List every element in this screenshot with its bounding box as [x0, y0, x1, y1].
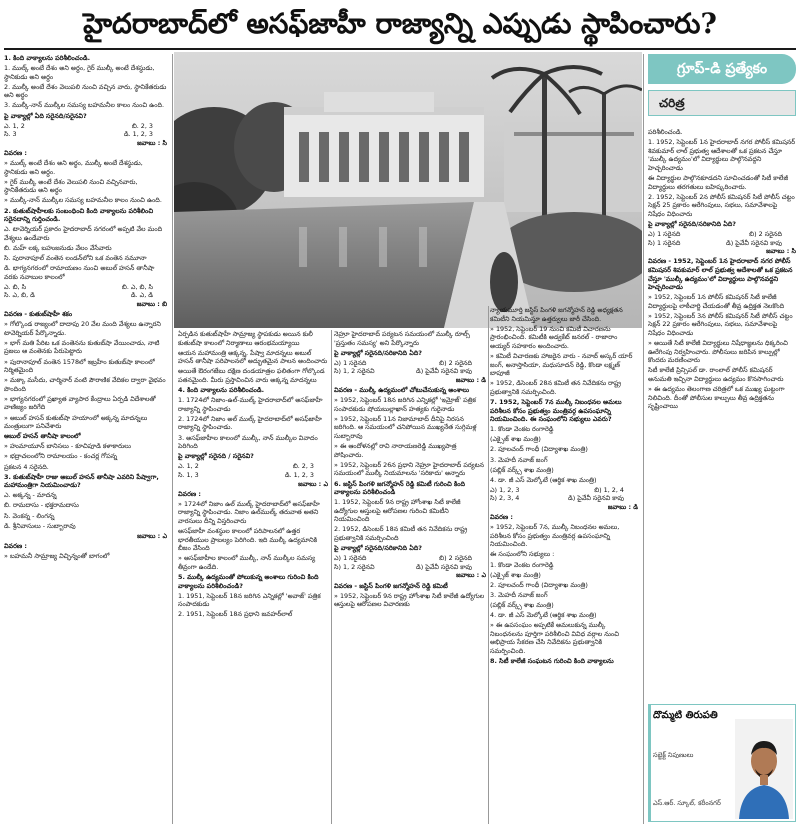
body-text: (ఎక్సైజ్ శాఖ మంత్రి) [490, 435, 541, 444]
answer-options [648, 230, 796, 239]
option-a: సి) 1, 2 సరైనవి [334, 562, 375, 571]
answer-options [334, 563, 486, 572]
body-text: డి. భాగ్యనగరంలో రామాయణం నుంచి అబుల్ హసన్ తానీషా వరకు నవాబుల కాలంలో [4, 264, 155, 281]
answer-options [648, 239, 796, 248]
question-text: 4. కింది వాక్యాలను పరిశీలించండి. [178, 386, 265, 395]
body-text: » అయితే సిటీ కాలేజీ విద్యార్థులు నిషేధాజ్ఞలను ధిక్కరించి ఊరేగింపు నిర్వహించారు. పోలీసులు జరిపిన కాల్పుల్లో కొందరు మరణించారు [648, 339, 788, 365]
question-text: 3. కుతుబ్‌షాహీ రాజు అబుల్ హసన్ తానీషా ఎవరిని పేష్వాగా, మహామంత్రిగా నియమించాడు? [4, 472, 159, 490]
option-b: డి) పైవేవీ సరైనవి కావు [726, 238, 782, 247]
article-column-1 [4, 54, 167, 824]
answer-options [4, 291, 167, 300]
article-column-3 [334, 330, 486, 824]
body-text: న్యాయమూర్తి జస్టిస్ పింగళి జగన్మోహన్ రెడ్డి అధ్యక్షతన కమిటీని నియమిస్తూ ఉత్తర్వులు జారీ చేసింది. [490, 306, 623, 323]
explanation-heading: వివరణ - 1952, సెప్టెంబర్ 1న హైదరాబాద్ నగర పోలీస్ కమిషనర్ శివకుమార్ లాల్ ప్రభుత్వ ఆదేశాలతో ఒక ప్రకటన చేస్తూ 'ముల్కీ ఉద్యమం'లో విద్యార్థులు పాల్గొనవద్దని హెచ్చరించాడు [648, 257, 793, 292]
body-text: » గైర్ ముల్కీ అంటే దేశం వెలుపలి నుంచి వచ్చినవారు, స్థానికేతరుడు అని అర్థం [4, 177, 138, 195]
answer-text: జవాబు : సి [137, 138, 167, 147]
option-b: బి) 2 సరైనది [439, 554, 472, 563]
answer-options [4, 283, 167, 292]
headline: హైదరాబాద్‌లో అసఫ్‌జాహీ రాజ్యాన్ని ఎప్పుడు స్థాపించారు? [83, 7, 717, 40]
article-column-4 [490, 306, 638, 824]
option-a: ఎ) 1, 2, 3 [490, 485, 520, 494]
answer-options [4, 130, 167, 139]
body-text: » బహమనీ సామ్రాజ్య విచ్ఛిన్నంతో బాగంలో [4, 551, 110, 560]
author-photo [735, 719, 793, 819]
body-text: సిటీ కాలేజీ ప్రిన్సిపల్ డా. రాంలాల్ పోలీస్ కమిషనర్ అనుమతి ఇచ్చినా విద్యార్థులు ఉద్యమం కొనసాగించారు [648, 366, 784, 384]
body-text: 3. మెహదీ నవాజ్ జంగ్ [490, 590, 548, 599]
body-text: » భాగ్యనగరంలో ప్రఖ్యాత వ్యాపార కేంద్రాలు ఏర్పడి విదేశాలతో వాణిజ్యం జరిగేది [4, 394, 156, 412]
option-a: ఎ. 1, 2 [4, 121, 25, 130]
question-text: పై వాక్యాల్లో ఏది సరైనది/సరైనవి? [4, 111, 87, 120]
option-a: సి. 1, 3 [178, 470, 199, 479]
option-a: ఎ) 1 సరైనది [334, 554, 367, 563]
photo-illustration [174, 52, 642, 328]
body-text: ప్రకటన 4 సరైనది. [4, 462, 49, 471]
body-text: » అసఫ్‌జాహీల కాలంలో ముల్కీ, నాన్ ముల్కీల సమస్య తీవ్రంగా ఉండేది. [178, 554, 316, 571]
option-b: బి. ఎ, బి, సి [121, 282, 153, 291]
body-text: » 1952, సెప్టెంబర్ 18న జరిగిన ఎన్నికల్లో 'ఇమ్రోజ్' పత్రిక సంపాదకుడు షోయబుల్లాఖాన్ హత్యకు గురైనాడు [334, 396, 476, 413]
body-text: ఈ విద్యార్థుల పాల్గొనకూడదని సూచించడంతో సిటీ కాలేజీ విద్యార్థులు తరగతులు బహిష్కరించారు. [648, 173, 789, 191]
author-name: దొమ్మటి తిరుపతి [653, 710, 718, 721]
body-text: 1. 1952, సెప్టెంబర్ 9న రాష్ట్ర హోంశాఖ సిటీ కాలేజీ ఉద్యోగుల ఆస్తులపై ఆరోపణల గురించి కమిటీని నియమించింది [334, 498, 461, 524]
explanation-heading: వివరణ : [4, 148, 27, 157]
body-text: సి. పురానాపూల్ వంతెన లండన్‌లోని ఒక వంతెన నమూనా [4, 253, 147, 262]
body-text: (ఎక్సైజ్ శాఖ మంత్రి) [490, 570, 541, 579]
body-text: ఏర్పడిన కుతుబ్‌షాహీ సామ్రాజ్య స్థాపకుడు అయిన కులీ కుతుబ్‌షా కాలంలో నిర్మాణాలు ఆరంభమయ్యాయి [178, 330, 313, 347]
body-text: 1. 1952, సెప్టెంబర్ 1న హైదరాబాద్ నగర పోలీస్ కమిషనర్ శివకుమార్ లాల్ ప్రభుత్వ ఆదేశాలతో ఒక ప్రకటన చేస్తూ 'ముల్కీ ఉద్యమం'లో విద్యార్థులు పాల్గొనవద్దని హెచ్చరించాడు [648, 138, 796, 172]
question-text: 8. సిటీ కాలేజీ సంఘటన గురించి కింది వాక్యాలను [490, 656, 614, 665]
option-b: బి) 2 సరైనది [749, 230, 782, 239]
body-text: ఎ. అక్కన్న - మాదన్న [4, 491, 57, 500]
option-a: సి) 2, 3, 4 [490, 494, 520, 503]
author-box [648, 704, 796, 822]
body-text: 1. కొండా వెంకట రంగారెడ్డి [490, 560, 554, 569]
explanation-heading: వివరణ - జస్టిస్ పింగళి జగన్మోహన్ రెడ్డి కమిటీ [334, 581, 448, 590]
body-text: 2. 1952, సెప్టెంబర్ 2న పోలీస్ కమిషనర్ సిటీ పోలీస్ చట్టం సెక్షన్ 25 ప్రకారం ఆరేగింపులు, సభలు, సమావేశాలపై నిషేధం విధించారు [648, 192, 795, 218]
body-text: » ఈ ఆందోళనల్లో రావి నారాయణరెడ్డి ముఖ్యపాత్ర పోషించారు. [334, 442, 457, 459]
body-text: 4. డా. జీ ఎస్ మెల్కోటే (ఆర్థిక శాఖ మంత్రి) [490, 475, 597, 484]
option-a: సి. 3 [4, 130, 17, 139]
column-divider [488, 306, 489, 824]
body-text: (పబ్లిక్ వర్క్స్ శాఖ మంత్రి) [490, 600, 554, 609]
body-text: 2. పూలచంద్ గాంధీ (విద్యాశాఖ మంత్రి) [490, 445, 588, 454]
body-text: » 1724లో నిజాం ఉల్ ముల్క్ హైదరాబాద్‌లో అసఫ్‌జాహీ రాజ్యాన్ని స్థాపించాడు. నిజాం ఉల్‌ముల్క్ తరువాత అతని వారసులు దీన్ని విస్తరించారు [178, 499, 320, 525]
option-a: ఎ) 1 సరైనది [334, 358, 367, 367]
question-text: 6. జస్టిస్ పింగళి జగన్మోహన్ రెడ్డి కమిటీ గురించి కింది వాక్యాలను పరిశీలించండి [334, 479, 466, 497]
answer-options [334, 359, 486, 368]
option-a: ఎ. 1, 2 [178, 462, 199, 471]
body-text: » అబుల్ హసన్ కుతుబ్‌షా హయాంలో అక్కన్న మాదన్నలు మంత్రులుగా పనిచేశారు [4, 413, 148, 431]
body-text: » 1952, సెప్టెంబర్ 3న పోలీస్ కమిషనర్ సిటీ పోలీస్ చట్టం సెక్షన్ 22 ప్రకారం ఆరేగింపులు, సభలు, సమావేశాలపై నిషేధం విధించాడు [648, 311, 793, 338]
body-text: 2. ముల్కీ అంటే దేశం వెలుపలి నుంచి వచ్చిన వారు, స్థానికేతరుడు అని అర్థం [4, 82, 167, 100]
question-text: 2. కుతుబ్‌షాహీలకు సంబంధించి కింది వాక్యాలను పరిశీలించి సరైనదాన్ని గుర్తించండి. [4, 206, 154, 224]
article-column-5 [648, 128, 796, 698]
question-text: పై వాక్యాల్లో సరైనది / సరైనవి? [178, 452, 254, 461]
body-text: సి. వెంకన్న - లింగన్న [4, 511, 55, 520]
author-box-accent [649, 705, 651, 821]
body-text: ఆయన మహామంత్రి అక్కన్న, పేష్వా మాదన్నలు అబుల్ హసన్ తానీషా పరిపాలనలో అద్భుతమైన పాలన అందించారు [178, 348, 328, 366]
option-a: ఎ) 1 సరైనది [648, 230, 681, 239]
answer-options [334, 367, 486, 376]
option-b: బి. 2, 3 [292, 462, 314, 471]
body-text: పరిశీలించండి. [648, 128, 683, 136]
explanation-heading: వివరణ : [490, 513, 513, 522]
question-text: పై వాక్యాల్లో సరైనది/సరికానిది ఏది? [334, 348, 422, 357]
body-text: » కమిటీ విచారణకు హాజరైన వారు - నవాబ్ అస్కర్ యార్ జంగ్, అనాస్తాసియా, మధుసూదన్ రెడ్డి, కొండా లక్ష్మణ్ బాపూజీ [490, 351, 633, 378]
option-b: డి. 1, 2, 3 [123, 130, 153, 139]
article-column-2 [178, 330, 328, 824]
option-b: డి) పైవేవీ సరైనవి కావు [568, 494, 624, 503]
explanation-heading: వివరణ : [4, 541, 27, 550]
body-text: » మక్కా మసీదు, చార్మినార్ వంటి పౌరాణిక వేదికల ద్వారా వైభవం పొందింది [4, 376, 166, 393]
option-a: ఎ. బి, సి [4, 282, 27, 291]
question-text: పై వాక్యాల్లో సరైనది/సరికానిది ఏది? [334, 544, 422, 553]
subject-history-label: చరిత్ర [648, 90, 796, 116]
body-text: » 1952, సెప్టెంబర్ 26న ప్రధాని నెహ్రూ హైదరాబాద్ పర్యటన సమయంలో ముల్కీ నియమాలను 'సరికాదు' అన్నారు [334, 460, 485, 478]
answer-options [490, 486, 638, 495]
body-text: 2. 1951, సెప్టెంబర్ 18న ప్రధాని జవహర్‌లాల్ [178, 610, 293, 619]
option-b: బి) 1, 2, 4 [594, 485, 624, 494]
answer-text: జవాబు : ఎ [298, 479, 328, 488]
body-text: » 1952, డిసెంబర్ 28న కమిటీ తన నివేదికను రాష్ట్ర ప్రభుత్వానికి సమర్పించింది. [490, 379, 622, 396]
body-text: 1. ముల్క్ అంటే దేశం అని అర్థం, గైర్ ముల్కీ అంటే దేశస్థుడు, స్థానికుడు అని అర్థం [4, 64, 155, 81]
author-role: సబ్జెక్ట్ నిపుణులు [653, 751, 694, 759]
body-text: » పురానాపూల్ వంతెన 1578లో ఇబ్రహీం కుతుబ్‌షా కాలంలో నిర్మితమైంది [4, 357, 155, 375]
body-text: » భాగ్ మతి పేరిట ఒక వంతెనను కుతుబ్‌షా వేయించాడు, నాటి ప్రజలు ఆ వంతెనకు పేరుపెట్టారు [4, 338, 160, 356]
body-text: 1. కొండా వెంకట రంగారెడ్డి [490, 425, 554, 434]
body-text: » 1952, సెప్టెంబర్ 19 నుంచి కమిటీ విచారణను ప్రారంభించింది. కమిటీకి అడ్వకేట్ జనరల్ - రాజారాం అయ్యర్ సహకారం అందించారు. [490, 324, 618, 350]
headline-rule [4, 48, 796, 50]
body-text: అసఫ్‌జాహీ వంశస్థుల కాలంలో పరిపాలనలో ఉత్తర భారతీయుల ప్రాబల్యం పెరిగింది. ఇది ముల్కీ ఉద్యమానికి బీజం వేసింది [178, 526, 318, 553]
body-text: 3. మెహదీ నవాజ్ జంగ్ [490, 455, 548, 464]
body-text: » గోల్కొండ రాజ్యంలో దాదాపు 20 వేల మంది వేశ్యలు ఉన్నారని టావెర్నియర్ పేర్కొన్నాడు. [4, 320, 161, 337]
body-text: » 1952, సెప్టెంబర్ 9న రాష్ట్ర హోంశాఖ సిటీ కాలేజీ ఉద్యోగుల ఆస్తులపై ఆరోపణల విచారణకు [334, 591, 485, 609]
body-text: 3. ముల్కీ-నాన్ ముల్కీల సమస్య బహమనీల కాలం నుంచి ఉంది. [4, 101, 165, 110]
body-text: » ఈ ఉపసంఘం అప్పటికే అమలుకున్న ముల్కీ నిబంధనలను పూర్తిగా పరిశీలించి వివిధ వర్గాల నుంచి అభిప్రాయ సేకరణ చేసి నివేదికను ప్రభుత్వానికి సమర్పించింది. [490, 621, 620, 655]
body-text: 4. డా. జీ ఎస్ మెల్కోటే (ఆర్థిక శాఖ మంత్రి) [490, 611, 597, 619]
column-divider [172, 54, 173, 824]
answer-text: జవాబు : డి [607, 502, 638, 511]
body-text: » భద్రాచలంలోని రామాలయం - కంచర్ల గోపన్న [4, 452, 118, 461]
option-b: డి. 1, 2, 3 [284, 470, 314, 479]
body-text: » 1952, సెప్టెంబర్ 11న నిజామాబాద్ దీనిపై నిరసన జరిగింది. ఆ సమయంలో చనిపోయిన ముఖ్యనేత సుగ్గిమళ్ల సుబ్బారావు [334, 414, 477, 441]
answer-options [334, 554, 486, 563]
body-text: బి. రామదాసు - భక్తరామదాసు [4, 501, 79, 510]
body-text: ఎ. టావెర్నియర్ ప్రకారం హైదరాబాద్ నగరంలో అప్పటి వేల మంది వేశ్యలు ఉండేవారు [4, 225, 163, 242]
body-text: బి. మహ్ లక్క బహుజనుడు వేలం వేసేవారు [4, 243, 112, 252]
answer-options [4, 122, 167, 131]
answer-options [490, 494, 638, 503]
explanation-heading: వివరణ - కుతుబ్‌షాహీ శకం [4, 310, 73, 319]
body-text: » హుమాయూన్ బానిసలు - కూచిపూడి కళాకారులు [4, 442, 131, 451]
option-b: డి. ఎ, డి [130, 291, 153, 300]
answer-text: జవాబు : ఎ [456, 571, 486, 580]
question-text: 7. 1952, సెప్టెంబర్ 7న ముల్కీ నిబంధనల అమలు పరిశీలన కోసం ప్రభుత్వం మంత్రివర్గ ఉపసంఘాన్ని నియమించింది. ఈ సంఘంలోని సభ్యులు ఎవరు? [490, 397, 622, 424]
answer-options [178, 462, 328, 471]
body-text: » ఈ ఉద్యమం తెలంగాణ చరిత్రలో ఒక ముఖ్య ఘట్టంగా నిలిచింది. దీంతో పోలీసుల కాల్పులు తీవ్ర ఉద్రిక్తతను సృష్టించాయి [648, 385, 785, 411]
body-text: 1. 1724లో నిజాం-ఉల్-ముల్క్ హైదరాబాద్‌లో అసఫ్‌జాహీ రాజ్యాన్ని స్థాపించాడు [178, 396, 323, 413]
body-text: 2. పూలచంద్ గాంధీ (విద్యాశాఖ మంత్రి) [490, 580, 588, 589]
answer-text: జవాబు : డి [455, 375, 486, 384]
answer-text: జవాబు : సి [766, 247, 796, 256]
body-text: ఈ సంఘంలోని సభ్యులు : [490, 550, 555, 559]
body-text: 2. 1952, డిసెంబర్ 18న కమిటీ తన నివేదికను రాష్ట్ర ప్రభుత్వానికి సమర్పించింది [334, 525, 468, 543]
body-text: (పబ్లిక్ వర్క్స్ శాఖ మంత్రి) [490, 465, 554, 474]
explanation-heading: వివరణ - ముల్కీ ఉద్యమంలో చోటుచేసుకున్న అంశాలు [334, 386, 470, 395]
body-text: » 1952, సెప్టెంబర్ 7న, ముల్కీ నిబంధనల అమలు, పరిశీలన కోసం ప్రభుత్వం మంత్రివర్గ ఉపసంఘాన్ని నియమించింది. [490, 523, 620, 549]
body-text: అయితే ఔరంగజేబు దక్షిణ దండయాత్రల ఫలితంగా గోల్కొండ పతనమైంది. మీరు ప్రస్తావించిన వారు అక్కన్న మాదన్నలు [178, 367, 325, 384]
group-d-special-badge: గ్రూప్-డి ప్రత్యేకం [648, 54, 796, 84]
option-b: బి) 2 సరైనది [439, 358, 472, 367]
option-b: డి) పైవేవీ సరైనవి కావు [416, 367, 472, 376]
option-a: సి) 1 సరైనది [648, 238, 681, 247]
column-divider [331, 330, 332, 824]
body-text: 1. 1951, సెప్టెంబర్ 18న జరిగిన ఎన్నికల్లో 'అవాజ్' పత్రిక సంపాదకుడు [178, 591, 321, 609]
option-a: సి) 1, 2 సరైనవి [334, 367, 375, 376]
explanation-heading: అబుల్ హసన్ తానీషా కాలంలో [4, 432, 81, 441]
option-b: బి. 2, 3 [131, 121, 153, 130]
question-text: 5. ముల్కీ ఉద్యమంతో పోలుకున్న అంశాలు గురించి కింది వాక్యాలను పరిశీలించండి? [178, 572, 319, 590]
question-text: 1. కింది వాక్యాలను పరిశీలించండి. [4, 54, 91, 62]
body-text: 2. 1724లో నిజాం అల్ ముల్క్ హైదరాబాద్‌లో అసఫ్‌జాహీ రాజ్యాన్ని స్థాపించాడు. [178, 414, 322, 432]
option-a: సి. ఎ, బి, డి [4, 291, 35, 300]
answer-text: జవాబు : ఎ [137, 531, 167, 540]
body-text: » 1952, సెప్టెంబర్ 1న పోలీస్ కమిషనర్ సిటీ కాలేజీ విద్యార్థులపై లాఠీచార్జి చేయడంతో తీవ్ర ఉద్రిక్తత నెలకొంది [648, 293, 785, 310]
author-institution: ఎస్.ఆర్. స్కూల్, కరీంనగర్ [653, 799, 721, 807]
body-text: 3. అసఫ్‌జాహీల కాలంలో ముల్కీ, నాన్ ముల్కీల వివాదం పెరిగింది [178, 433, 318, 451]
option-b: డి) పైవేవీ సరైనవి కావు [416, 562, 472, 571]
column-divider [643, 54, 644, 824]
body-text: » ముల్క్ అంటే దేశం అని అర్థం, ముల్కీ అంటే దేశస్థుడు, స్థానికుడు అని అర్థం. [4, 159, 143, 176]
body-text: » ముల్కీ-నాన్ ముల్కీల సమస్య బహమనీల కాలం నుంచి ఉంది. [4, 196, 162, 205]
answer-text: జవాబు : బి [136, 299, 167, 308]
body-text: డి. శ్రీనివాసులు - సుబ్బారావు [4, 521, 76, 530]
historic-palace-photo [174, 52, 642, 328]
explanation-heading: వివరణ : [178, 489, 201, 498]
question-text: పై వాక్యాల్లో సరైనది/సరికానిది ఏది? [648, 219, 736, 228]
body-text: నెహ్రూ హైదరాబాద్ పర్యటన సమయంలో ముల్కీ రూల్స్ 'ప్రస్తుతం సమస్య' అని పేర్కొన్నారు [334, 330, 470, 347]
answer-options [178, 471, 328, 480]
